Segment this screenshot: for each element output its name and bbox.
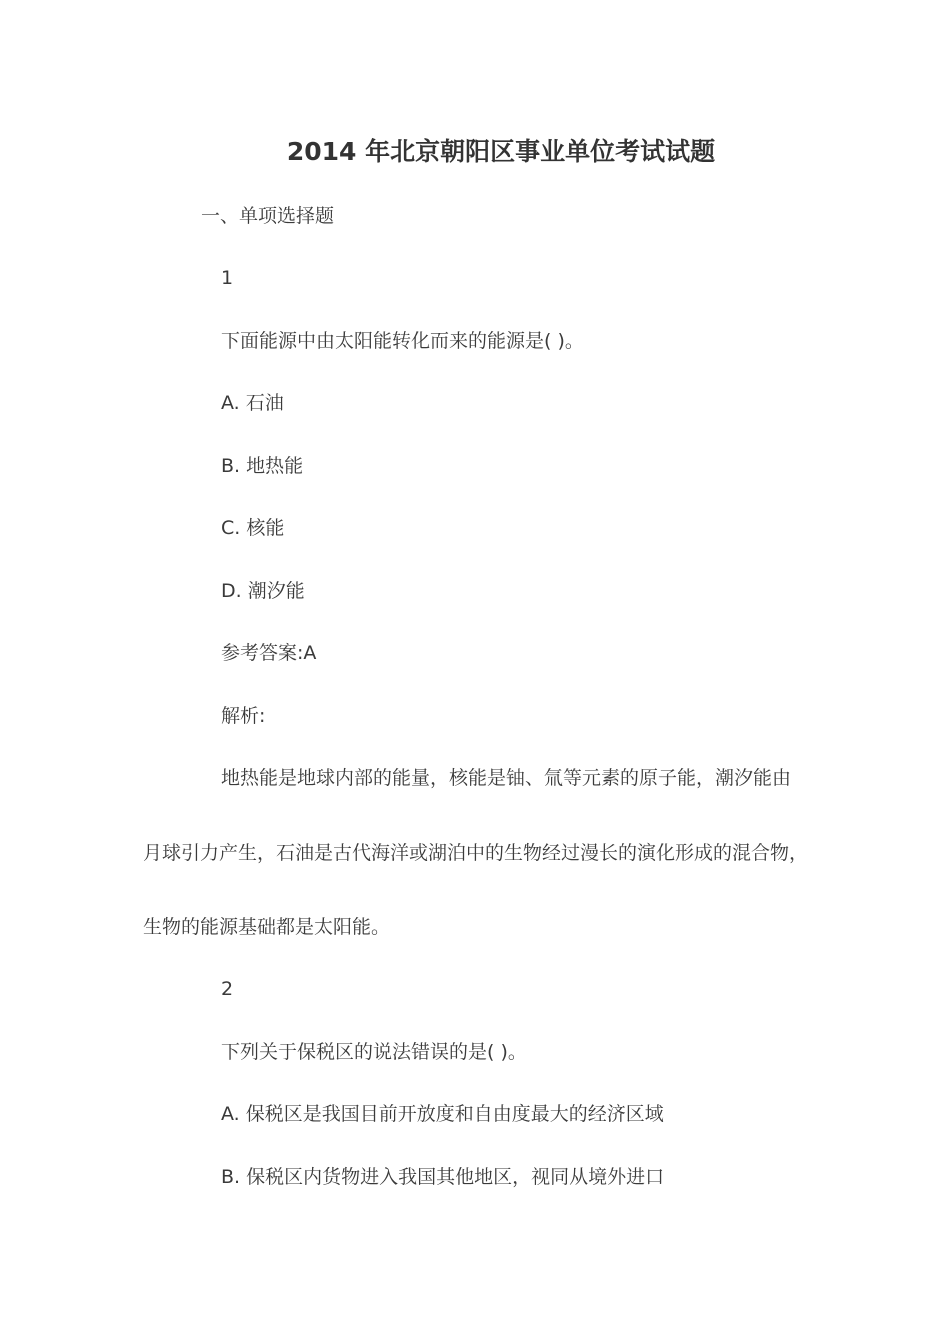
- question-1-analysis-line-3: 生物的能源基础都是太阳能。: [143, 916, 391, 938]
- question-1-answer: 参考答案:A: [221, 642, 317, 664]
- question-2-option-a: A. 保税区是我国目前开放度和自由度最大的经济区域: [221, 1103, 664, 1125]
- question-1-option-c: C. 核能: [221, 517, 285, 539]
- question-1-option-d: D. 潮汐能: [221, 580, 305, 602]
- document-title: 2014 年北京朝阳区事业单位考试试题: [286, 137, 716, 166]
- question-1-analysis-label: 解析:: [221, 705, 266, 727]
- question-1-option-a: A. 石油: [221, 392, 284, 414]
- question-1-option-b: B. 地热能: [221, 455, 304, 477]
- question-1-analysis-line-2: 月球引力产生，石油是古代海洋或湖泊中的生物经过漫长的演化形成的混合物，: [143, 842, 809, 864]
- question-stem-2: 下列关于保税区的说法错误的是( )。: [221, 1041, 527, 1063]
- question-number-2: 2: [221, 978, 234, 1000]
- question-2-option-b: B. 保税区内货物进入我国其他地区，视同从境外进口: [221, 1166, 665, 1188]
- question-number-1: 1: [221, 267, 234, 289]
- question-1-analysis-line-1: 地热能是地球内部的能量，核能是铀、氚等元素的原子能，潮汐能由: [221, 767, 792, 789]
- question-stem-1: 下面能源中由太阳能转化而来的能源是( )。: [221, 330, 584, 352]
- section-heading: 一、单项选择题: [201, 205, 335, 227]
